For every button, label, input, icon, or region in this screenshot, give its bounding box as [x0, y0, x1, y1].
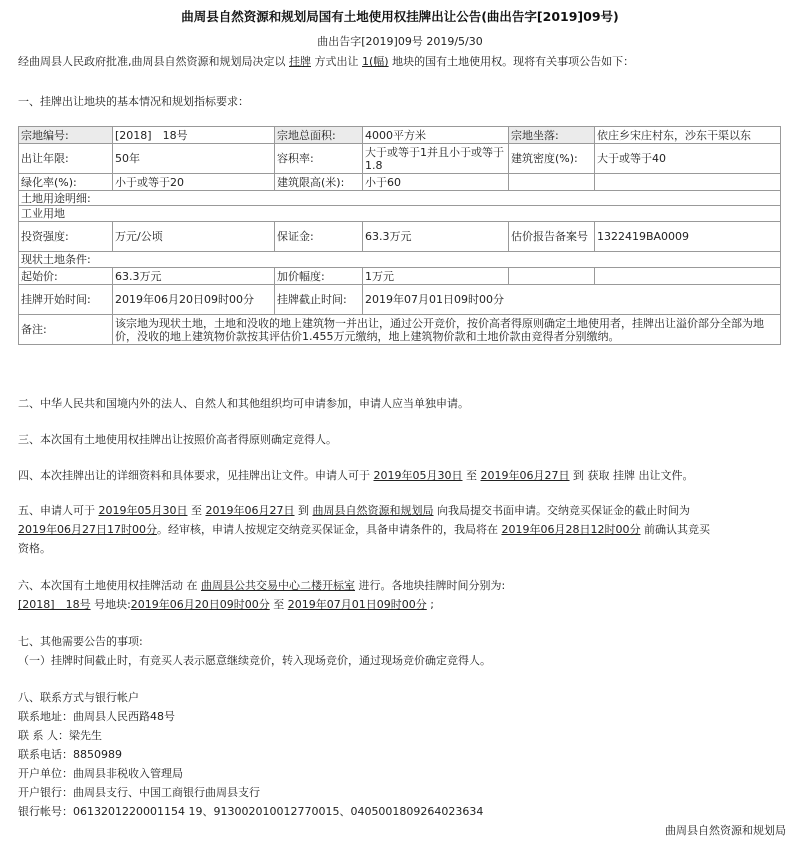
section-6-paragraph: [18, 578, 788, 594]
section-5-paragraph: [18, 503, 788, 519]
table-label: 建筑限高(米):: [275, 174, 363, 191]
table-row: [19, 174, 781, 191]
section-text: 进行。各地块挂牌时间分别为:: [358, 579, 506, 592]
section-text: 到: [298, 504, 309, 517]
table-label: 起始价:: [19, 268, 113, 285]
listing-venue: 曲周县公共交易中心二楼开标室: [201, 579, 355, 592]
parcel-number: [2018] 18号: [113, 127, 275, 144]
table-label: 宗地编号:: [19, 127, 113, 144]
table-label: 估价报告备案号: [509, 222, 595, 252]
section-text: 到 获取 挂牌 出让文件。: [573, 469, 694, 482]
land-use: 工业用地: [19, 206, 781, 222]
table-label: 现状土地条件:: [19, 252, 781, 268]
table-empty-cell: [595, 268, 781, 285]
date-value: 2019年05月30日: [373, 469, 463, 482]
section-text: ;: [430, 598, 434, 611]
table-empty-cell: [509, 268, 595, 285]
section-4-paragraph: [18, 468, 788, 484]
table-empty-cell: [509, 174, 595, 191]
bid-increment: 1万元: [363, 268, 509, 285]
account-bank: 开户银行：曲周县支行、中国工商银行曲周县支行: [18, 786, 260, 799]
investment-intensity: 万元/公顷: [113, 222, 275, 252]
section-7-heading: 七、其他需要公告的事项:: [18, 635, 143, 648]
table-label: 建筑密度(%):: [509, 144, 595, 174]
contact-phone: 联系电话：8850989: [18, 748, 122, 761]
publish-date: 2019/5/30: [426, 35, 483, 48]
parcel-location: 依庄乡宋庄村东，沙东干渠以东: [595, 127, 781, 144]
section-text: 六、本次国有土地使用权挂牌活动 在: [18, 579, 198, 592]
total-area: 4000平方米: [363, 127, 509, 144]
intro-text: 经曲周县人民政府批准,曲周县自然资源和规划局决定以: [18, 55, 286, 68]
table-label: 备注:: [19, 315, 113, 345]
table-empty-cell: [595, 174, 781, 191]
section-5-paragraph-line-2: [18, 522, 788, 538]
plot-ratio: 大于或等于1并且小于或等于1.8: [363, 144, 509, 174]
date-value: 2019年06月27日: [480, 469, 570, 482]
date-value: 2019年05月30日: [98, 504, 188, 517]
table-row: [19, 315, 781, 345]
starting-price: 63.3万元: [113, 268, 275, 285]
table-label: 宗地坐落:: [509, 127, 595, 144]
section-text: 至: [191, 504, 202, 517]
account-unit: 开户单位：曲周县非税收入管理局: [18, 767, 183, 780]
section-3-paragraph: 三、本次国有土地使用权挂牌出让按照价高者得原则确定竞得人。: [18, 433, 337, 446]
parcel-number: [2018] 18号: [18, 598, 91, 611]
table-row: [19, 191, 781, 206]
contact-address: 联系地址：曲周县人民西路48号: [18, 710, 175, 723]
table-label: 出让年限:: [19, 144, 113, 174]
table-label: 保证金:: [275, 222, 363, 252]
section-text: 。经审核，申请人按规定交纳竞买保证金，具备申请条件的，我局将在: [156, 523, 498, 536]
parcel-info-table: [18, 126, 781, 345]
height-limit: 小于60: [363, 174, 509, 191]
table-row: [19, 206, 781, 222]
contact-person: 联 系 人：梁先生: [18, 729, 102, 742]
section-5-paragraph-line-3: 资格。: [18, 542, 51, 555]
date-value: 2019年06月27日: [205, 504, 295, 517]
page-title: 曲周县自然资源和规划局国有土地使用权挂牌出让公告(曲出告字[2019]09号): [181, 9, 619, 24]
table-label: 加价幅度:: [275, 268, 363, 285]
green-ratio: 小于或等于20: [113, 174, 275, 191]
section-text: 五、申请人可于: [18, 504, 95, 517]
application-place: 曲周县自然资源和规划局: [312, 504, 434, 517]
table-label: 挂牌开始时间:: [19, 285, 113, 315]
confirmation-deadline: 2019年06月28日12时00分: [501, 523, 641, 536]
deposit-deadline: 2019年06月27日17时00分: [18, 523, 157, 536]
account-numbers: 银行帐号：0613201220001154 19、913002010012770015、0405001809264023634: [18, 805, 484, 818]
section-8-heading: 八、联系方式与银行帐户: [18, 691, 139, 704]
table-row: [19, 268, 781, 285]
table-label: 投资强度:: [19, 222, 113, 252]
section-1-heading: 一、挂牌出让地块的基本情况和规划指标要求：: [18, 95, 249, 108]
building-density: 大于或等于40: [595, 144, 781, 174]
listing-start-time: 2019年06月20日09时00分: [113, 285, 275, 315]
document-number: 曲出告字[2019]09号: [317, 35, 423, 48]
section-text: 前确认其竞买: [643, 523, 710, 536]
intro-text: 方式出让: [314, 55, 359, 68]
table-row: [19, 285, 781, 315]
table-row: [19, 127, 781, 144]
table-label: 挂牌截止时间:: [275, 285, 363, 315]
listing-end-time: 2019年07月01日09时00分: [287, 598, 427, 611]
table-label: 土地用途明细:: [19, 191, 781, 206]
transfer-term: 50年: [113, 144, 275, 174]
intro-count: 1(幅): [362, 55, 389, 68]
section-text: 至: [273, 598, 285, 611]
table-row: [19, 144, 781, 174]
issuer-signature: 曲周县自然资源和规划局: [665, 824, 786, 837]
listing-start-time: 2019年06月20日09时00分: [130, 598, 270, 611]
intro-method: 挂牌: [289, 55, 311, 68]
table-row: [19, 222, 781, 252]
section-6-schedule: [18, 597, 788, 613]
section-text: 至: [466, 469, 477, 482]
section-text: 号地块:: [94, 598, 131, 611]
remark-text: 该宗地为现状土地，土地和没收的地上建筑物一并出让，通过公开竞价，按价高者得原则确定土地使用者，挂牌出让溢价部分全部为地价，没收的地上建筑物价款按其评估价1.455万元缴纳，地上建筑物价款和土地价款由竞得者分别缴纳。: [113, 315, 781, 345]
table-label: 绿化率(%):: [19, 174, 113, 191]
section-2-paragraph: 二、中华人民共和国境内外的法人、自然人和其他组织均可申请参加，申请人应当单独申请。: [18, 397, 469, 410]
subtitle-line: [0, 34, 800, 50]
table-label: 宗地总面积:: [275, 127, 363, 144]
listing-end-time: 2019年07月01日09时00分: [363, 285, 781, 315]
appraisal-report-number: 1322419BA0009: [595, 222, 781, 252]
section-text: 四、本次挂牌出让的详细资料和具体要求，见挂牌出让文件。申请人可于: [18, 469, 370, 482]
deposit-amount: 63.3万元: [363, 222, 509, 252]
table-label: 容积率:: [275, 144, 363, 174]
section-7-item-1: （一）挂牌时间截止时，有竞买人表示愿意继续竞价，转入现场竞价，通过现场竞价确定竞得人。: [18, 654, 491, 667]
intro-text: 地块的国有土地使用权。现将有关事项公告如下：: [392, 55, 635, 68]
intro-paragraph: [18, 54, 788, 70]
table-row: [19, 252, 781, 268]
section-text: 向我局提交书面申请。交纳竞买保证金的截止时间为: [437, 504, 690, 517]
